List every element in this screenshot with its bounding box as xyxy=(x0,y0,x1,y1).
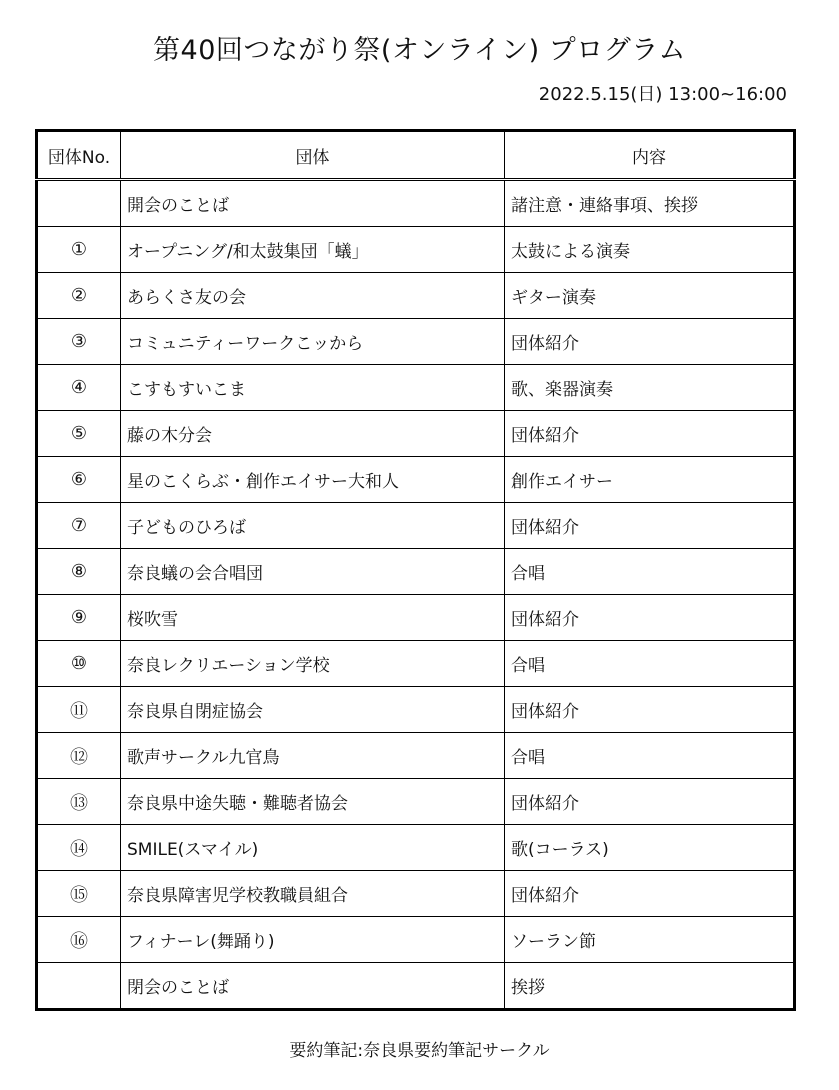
row-number: ⑧ xyxy=(37,549,121,595)
row-group: 奈良県中途失聴・難聴者協会 xyxy=(121,779,505,825)
row-content: 団体紹介 xyxy=(505,595,795,641)
row-number: ⑯ xyxy=(37,917,121,963)
table-row xyxy=(37,733,795,779)
row-content: 合唱 xyxy=(505,641,795,687)
row-content: 歌(コーラス) xyxy=(505,825,795,871)
table-row xyxy=(37,779,795,825)
table-row xyxy=(37,411,795,457)
column-header-number: 団体No. xyxy=(37,131,121,180)
row-number: ⑩ xyxy=(37,641,121,687)
row-group: 閉会のことば xyxy=(121,963,505,1010)
table-row xyxy=(37,641,795,687)
table-row xyxy=(37,549,795,595)
row-group: 藤の木分会 xyxy=(121,411,505,457)
row-number: ④ xyxy=(37,365,121,411)
row-number: ⑨ xyxy=(37,595,121,641)
row-group: 子どものひろば xyxy=(121,503,505,549)
row-group: 歌声サークル九官鳥 xyxy=(121,733,505,779)
row-number: ⑫ xyxy=(37,733,121,779)
row-content: 創作エイサー xyxy=(505,457,795,503)
row-number: ⑦ xyxy=(37,503,121,549)
row-content: 団体紹介 xyxy=(505,319,795,365)
table-row xyxy=(37,180,795,227)
row-number: ② xyxy=(37,273,121,319)
row-content: 団体紹介 xyxy=(505,411,795,457)
row-content: 諸注意・連絡事項、挨拶 xyxy=(505,180,795,227)
row-content: 挨拶 xyxy=(505,963,795,1010)
row-number: ⑪ xyxy=(37,687,121,733)
event-date: 2022.5.15(日) 13:00~16:00 xyxy=(538,84,787,105)
table-row xyxy=(37,503,795,549)
row-number xyxy=(37,180,121,227)
row-number: ③ xyxy=(37,319,121,365)
row-group: 奈良蟻の会合唱団 xyxy=(121,549,505,595)
table-row xyxy=(37,273,795,319)
table-row xyxy=(37,963,795,1010)
column-header-group: 団体 xyxy=(121,131,505,180)
row-content: ギター演奏 xyxy=(505,273,795,319)
row-content: 太鼓による演奏 xyxy=(505,227,795,273)
row-content: 団体紹介 xyxy=(505,871,795,917)
row-group: オープニング/和太鼓集団「蟻」 xyxy=(121,227,505,273)
table-row xyxy=(37,595,795,641)
row-group: コミュニティーワークこッから xyxy=(121,319,505,365)
row-group: 奈良県自閉症協会 xyxy=(121,687,505,733)
row-group: 奈良県障害児学校教職員組合 xyxy=(121,871,505,917)
row-content: 団体紹介 xyxy=(505,503,795,549)
table-row xyxy=(37,365,795,411)
row-number: ① xyxy=(37,227,121,273)
footer-credit: 要約筆記:奈良県要約筆記サークル xyxy=(289,1041,550,1061)
column-header-content: 内容 xyxy=(505,131,795,180)
row-content: 合唱 xyxy=(505,733,795,779)
program-table xyxy=(35,129,796,1011)
row-number xyxy=(37,963,121,1010)
row-content: 団体紹介 xyxy=(505,779,795,825)
table-row xyxy=(37,687,795,733)
table-row xyxy=(37,457,795,503)
table-row xyxy=(37,825,795,871)
row-content: 団体紹介 xyxy=(505,687,795,733)
row-number: ⑤ xyxy=(37,411,121,457)
row-group: 奈良レクリエーション学校 xyxy=(121,641,505,687)
row-number: ⑭ xyxy=(37,825,121,871)
table-row xyxy=(37,917,795,963)
table-row xyxy=(37,227,795,273)
row-number: ⑮ xyxy=(37,871,121,917)
row-content: 歌、楽器演奏 xyxy=(505,365,795,411)
row-number: ⑥ xyxy=(37,457,121,503)
row-group: あらくさ友の会 xyxy=(121,273,505,319)
row-group: SMILE(スマイル) xyxy=(121,825,505,871)
page-title: 第40回つながり祭(オンライン) プログラム xyxy=(153,35,686,66)
row-group: 桜吹雪 xyxy=(121,595,505,641)
row-group: 開会のことば xyxy=(121,180,505,227)
row-group: こすもすいこま xyxy=(121,365,505,411)
program-table-body xyxy=(37,180,795,1010)
table-header-row xyxy=(37,131,795,180)
row-content: 合唱 xyxy=(505,549,795,595)
row-group: 星のこくらぶ・創作エイサー大和人 xyxy=(121,457,505,503)
row-group: フィナーレ(舞踊り) xyxy=(121,917,505,963)
row-content: ソーラン節 xyxy=(505,917,795,963)
row-number: ⑬ xyxy=(37,779,121,825)
table-row xyxy=(37,871,795,917)
table-row xyxy=(37,319,795,365)
